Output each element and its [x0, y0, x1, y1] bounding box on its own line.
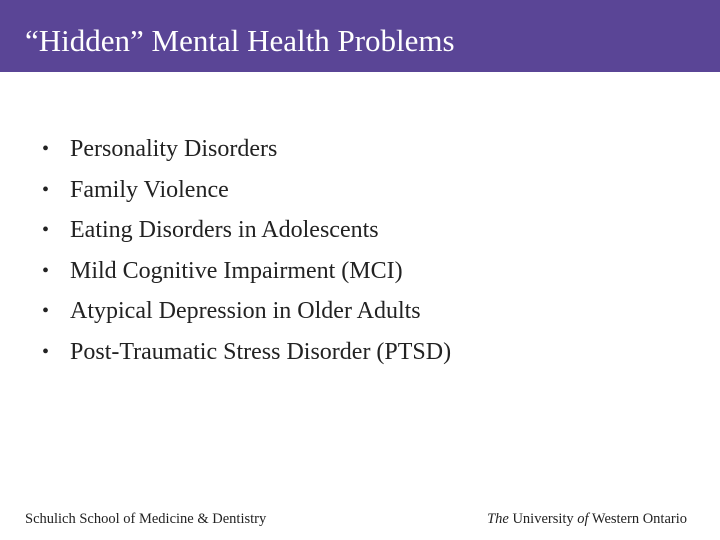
bullet-icon: •: [42, 300, 50, 322]
footer-school-name: Schulich School of Medicine & Dentistry: [25, 511, 267, 527]
footer-university-name: [487, 510, 687, 528]
list-item: [0, 133, 720, 174]
list-item: [0, 295, 720, 336]
footer-university-of: of: [577, 511, 589, 527]
footer-university-word: University: [508, 511, 578, 527]
bullet-icon: •: [42, 219, 50, 241]
title-bar: [0, 0, 720, 72]
footer-university-article: The: [487, 511, 509, 527]
list-item-label: Post-Traumatic Stress Disorder (PTSD): [70, 338, 452, 365]
bullet-icon: •: [42, 259, 50, 282]
list-item: [0, 214, 720, 255]
bullet-list: [0, 133, 720, 376]
bullet-icon: •: [42, 178, 50, 201]
bullet-icon: •: [42, 138, 50, 160]
list-item-label: Eating Disorders in Adolescents: [70, 217, 379, 243]
list-item-label: Family Violence: [70, 176, 229, 203]
bullet-icon: •: [42, 340, 50, 363]
slide-title: “Hidden” Mental Health Problems: [25, 23, 455, 58]
list-item: [0, 255, 720, 296]
list-item-label: Mild Cognitive Impairment (MCI): [70, 257, 403, 284]
list-item-label: Atypical Depression in Older Adults: [70, 298, 421, 324]
footer-university-place: Western Ontario: [588, 511, 687, 527]
list-item: [0, 174, 720, 215]
list-item-label: Personality Disorders: [70, 136, 278, 162]
list-item: [0, 336, 720, 377]
